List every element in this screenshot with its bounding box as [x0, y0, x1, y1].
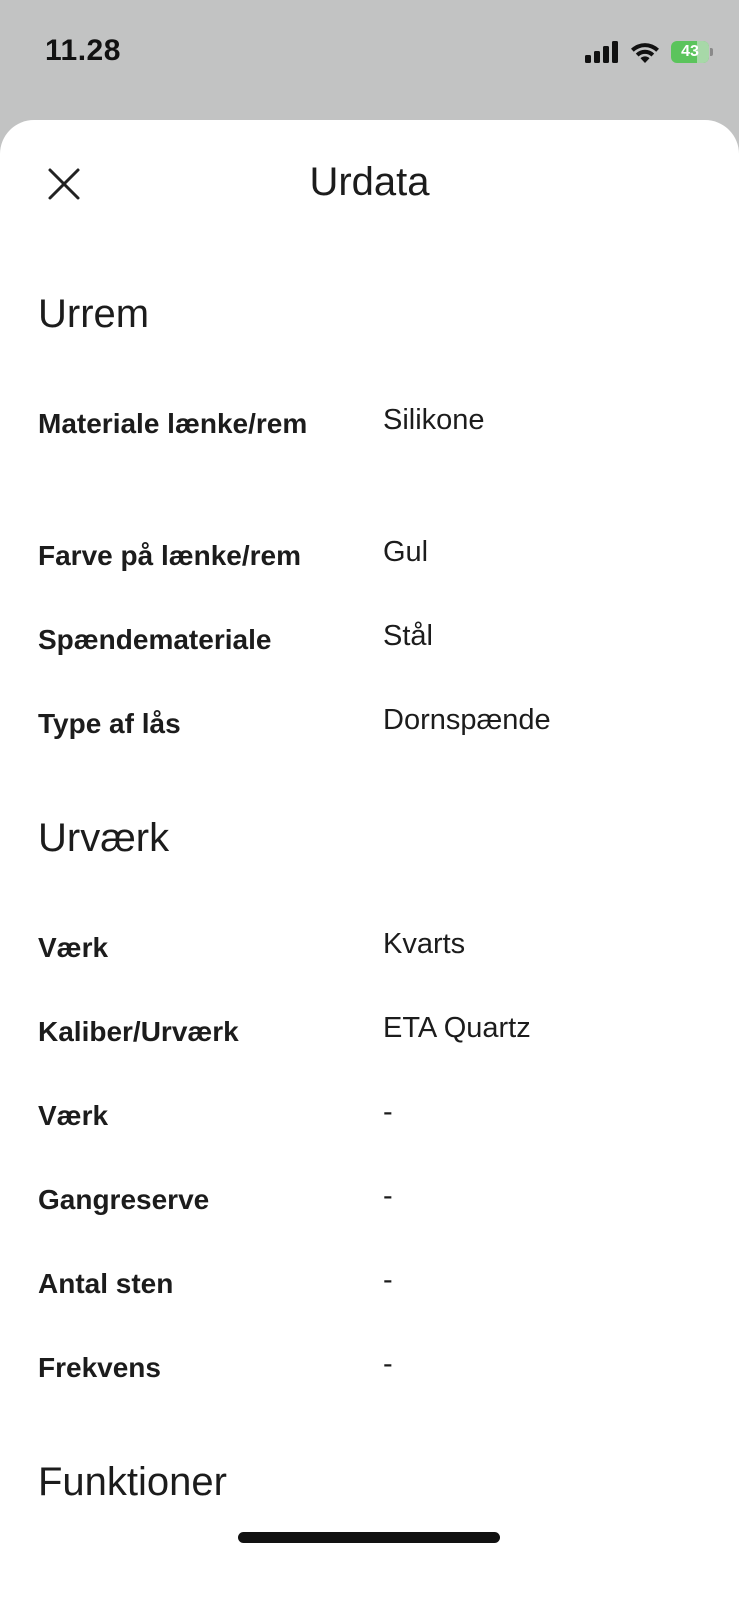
battery-charging-icon [671, 41, 713, 63]
spec-value: - [383, 1096, 393, 1128]
spec-label: Gangreserve [38, 1184, 210, 1215]
spec-value: Kvarts [383, 928, 466, 960]
section-heading: Urværk [38, 816, 170, 860]
spec-label: Kaliber/Urværk [38, 1016, 239, 1047]
spec-row [38, 1344, 698, 1392]
section-urvaerk [38, 816, 698, 1383]
spec-row [38, 700, 698, 748]
status-bar [0, 0, 739, 120]
spec-value: Dornspænde [383, 704, 551, 736]
battery-level: 43 [681, 43, 699, 60]
spec-row [38, 1260, 698, 1308]
section-heading: Funktioner [38, 1460, 227, 1504]
spec-row [38, 924, 698, 972]
spec-value: Stål [383, 620, 433, 652]
spec-value: - [383, 1180, 393, 1212]
spec-label: Materiale lænke/rem [38, 408, 308, 439]
detail-sheet [0, 120, 739, 1600]
spec-row [38, 1092, 698, 1140]
spec-value: Gul [383, 536, 429, 568]
spec-value: - [383, 1264, 393, 1296]
section-funktioner [38, 1460, 698, 1505]
status-time: 11.28 [45, 34, 121, 67]
spec-label: Spændemateriale [38, 624, 272, 655]
spec-value: Silikone [383, 404, 485, 436]
section-urrem [38, 292, 698, 739]
spec-label: Farve på lænke/rem [38, 540, 302, 571]
spec-row [38, 1176, 698, 1224]
wifi-icon [629, 40, 661, 64]
spec-label: Type af lås [38, 708, 181, 739]
spec-row [38, 616, 698, 664]
spec-row [38, 532, 698, 580]
spec-value: ETA Quartz [383, 1012, 531, 1044]
home-indicator[interactable] [238, 1532, 500, 1543]
spec-label: Værk [38, 1100, 109, 1131]
section-heading: Urrem [38, 292, 150, 336]
spec-label: Frekvens [38, 1352, 161, 1383]
spec-label: Antal sten [38, 1268, 174, 1299]
spec-label: Værk [38, 932, 109, 963]
status-icons [585, 40, 713, 64]
sheet-title: Urdata [309, 160, 430, 204]
spec-row [38, 1008, 698, 1056]
spec-value: - [383, 1348, 393, 1380]
signal-icon [585, 41, 619, 63]
spec-row [38, 400, 698, 448]
